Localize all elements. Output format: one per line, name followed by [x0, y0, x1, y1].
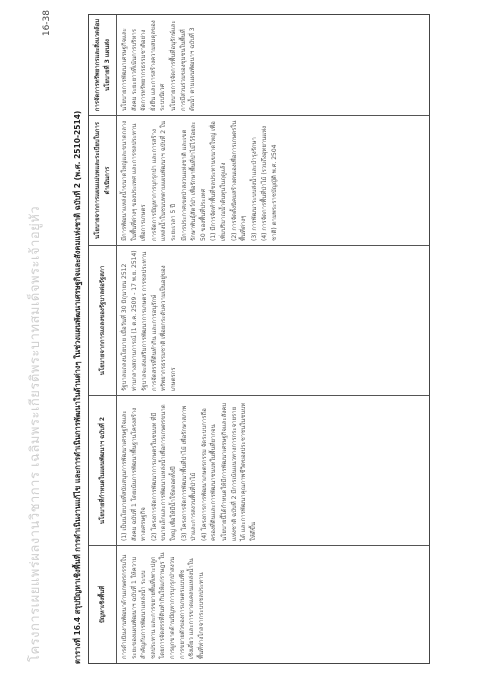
- table-header-cell: ปัญหาเชิงพื้นที่: [89, 545, 117, 663]
- cell-paragraph: (1) มีการจัดทำพื้นที่ชลประทานขนาดใหญ่ เพื่อเพิ่มปริมาณน้ำต้นทุนในฤดูแล้ง: [210, 121, 227, 241]
- cell-paragraph: (3) การพัฒนาระบบส่งน้ำและบำรุงรักษา: [250, 137, 258, 241]
- table-cell-resource-management: [117, 15, 429, 115]
- rotated-page-content: [20, 10, 460, 670]
- table-cell-master-plan: [117, 115, 429, 245]
- cell-paragraph: (1) เป็นนโยบายที่สนับสนุนการพัฒนาเศรษฐกิจและสังคม ฉบับที่ 1 โดยเน้นการพัฒนาพื้นฐานโครงสร้างทางเศรษฐกิจ: [121, 407, 148, 541]
- cell-paragraph: (3) โครงการจัดการพัฒนาพื้นที่ป่าไม้ เพื่อรักษาสภาพป่าและการสงวนพื้นที่ป่าไม้: [180, 405, 198, 541]
- cell-paragraph: มีการพัฒนาแหล่งน้ำขนาดใหญ่และขนาดกลาง ในพื้นที่ต่างๆ ของประเทศ และการชลประทานเพื่อการเกษตร: [121, 120, 148, 241]
- cell-paragraph: (4) โครงการการพัฒนาเกษตรกรรม จัดระบบการถือครองที่ดินและการพัฒนาชนบทในพื้นที่ยากจน: [200, 408, 218, 541]
- cell-paragraph: นโยบายการจัดการพื้นที่อนุรักษ์และการมีส่วนร่วมของชุมชนในพื้นที่ต้นน้ำ ตามแผนพัฒนาฯ ฉบับที่ 3: [169, 20, 197, 111]
- cell-paragraph: นโยบายนี้ได้กำหนดให้มีการพัฒนาเศรษฐกิจและสังคมแห่งชาติ ฉบับที่ 2 มีการเน้นแนวทางการกระจายรายได้ และการพัฒนาคุณภาพชีวิตของประชาชนในชนบทให้ดีขึ้น: [220, 402, 257, 541]
- table-header-cell: การจัดการทรัพยากรและสิ่งแวดล้อม นโยบายที่ 3 แผนส่ง: [89, 15, 117, 115]
- table-header-cell: นโยบายจากการแถลงของรัฐบาลต่อรัฐสภา: [89, 245, 117, 395]
- table-cell-problems: [117, 545, 429, 663]
- cell-paragraph: การดำเนินงานพัฒนาด้านเกษตรกรรมในระยะของแผนพัฒนาฯ ฉบับที่ 1 ให้ความสำคัญกับการพัฒนาแหล่งน้ำ ระบบชลประทาน และการขยายพื้นที่เพาะปลูก โดยการจัดสรรที่ดินทำกินให้แก่ราษฎร ในการผูกขาดด้านปัญหาการบุกรุกป่าสงวน การขยายตัวของการเกษตรแบบพืชเชิงเดี่ยว และการขาดแคลนแหล่งน้ำในพื้นที่ห่างไกลจากระบบชลประทาน: [121, 552, 205, 659]
- cell-paragraph: (2) การจัดตั้งนิคมสร้างตนเองเพื่อการเกษตรในพื้นที่ต่างๆ: [230, 120, 248, 241]
- cell-paragraph: มีการประกาศเขตป่าสงวนแห่งชาติ และเขตรักษาพันธุ์สัตว์ป่า เพื่อรักษาพื้นที่ป่าไม้ไว้ร้อยละ 50 ของพื้นที่ประเทศ: [180, 121, 207, 241]
- table-header-cell: นโยบายจากการแผนแม่บทและระเบียบในการดำเนินการ: [89, 115, 117, 245]
- cell-paragraph: (4) การจัดการพื้นที่ป่าไม้ (รวมถึงอุทยานแห่งชาติ) ตามพระราชบัญญัติ พ.ศ. 2504: [261, 125, 278, 241]
- page-number: 16-38: [42, 10, 52, 37]
- summary-table: [88, 14, 430, 664]
- cell-paragraph: รัฐบาลแถลงนโยบาย เมื่อวันที่ 30 มิถุนายน 2512 ท่ามกลางสถานการณ์ (1 ต.ค. 2509 - 17 พ.ย. 2514): [121, 250, 138, 391]
- table-header-cell: นโยบายที่กำหนดในแผนพัฒนาฯ ฉบับที่ 2: [89, 395, 117, 545]
- table-caption: ตารางที่ 16.4 สรุปปัญหาเชิงพื้นที่ การดำเนินงานแก้ไข และการดำเนินการพัฒนาในด้านต่างๆ ในช่วงแผนพัฒนาเศรษฐกิจและสังคมแห่งชาติ ฉบับที่ 2 (พ.ศ. 2510-2514): [73, 110, 82, 664]
- cell-paragraph: การจัดการปัญหาการบุกรุกป่า และการสร้างแหล่งน้ำในชนบทตามแผนพัฒนาฯ ฉบับที่ 2 ในระยะเวลา 5 ปี: [150, 120, 177, 241]
- cell-paragraph: (2) โครงการจัดการพัฒนาการเกษตรในชนบท ที่มีขนาดเล็กและการพัฒนาแหล่งน้ำเพื่อการเกษตรขนาดใหญ่ เพื่อให้มีน้ำใช้ตลอดทั้งปี: [150, 404, 177, 541]
- table-cell-plan-policy: [117, 395, 429, 545]
- cell-paragraph: นโยบายการพัฒนาเศรษฐกิจและสังคม ระยะยาวที่เน้นการบริหารจัดการทรัพยากรธรรมชาติอย่างยั่งยืน และการสร้างความสมดุลของระบบนิเวศ: [121, 20, 167, 111]
- table-cell-government-policy: [117, 245, 429, 395]
- cell-paragraph: รัฐบาลจะส่งเสริมการพัฒนาการเกษตร การชลประทาน การจัดสรรที่ดินทำกิน และการอนุรักษ์ทรัพยากรธรรมชาติ เพื่อยกระดับความเป็นอยู่ของเกษตรกร: [141, 251, 177, 391]
- watermark: โครงการเผยแพร่ผลงานวิชาการ เฉลิมพระเกียรติพระบาทสมเด็จพระเจ้าอยู่หัว: [28, 205, 43, 662]
